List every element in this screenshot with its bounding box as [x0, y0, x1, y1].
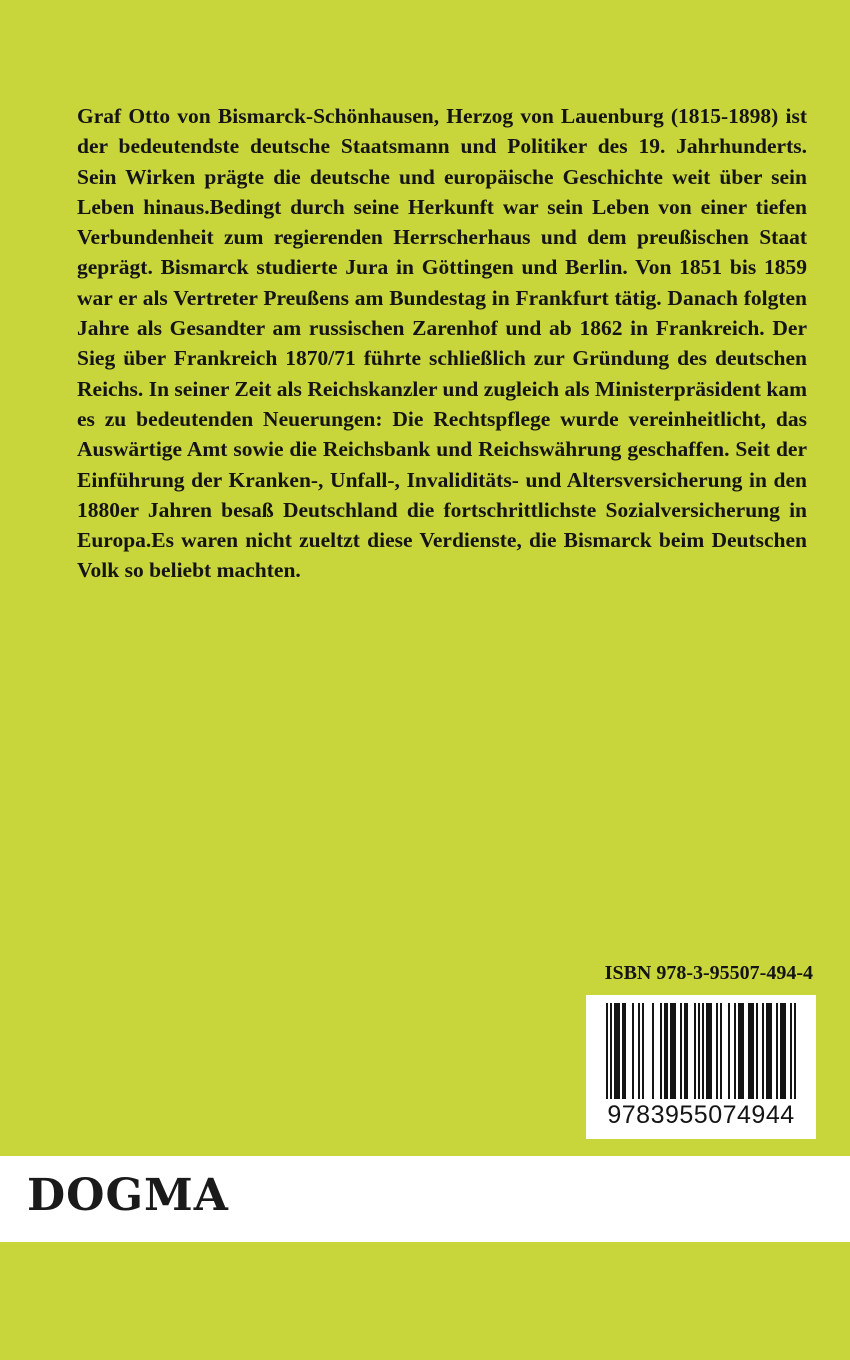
barcode-bar [702, 1003, 704, 1099]
barcode-bar [642, 1003, 644, 1099]
barcode-bar [776, 1003, 778, 1099]
barcode-bar [664, 1003, 666, 1099]
barcode-bar [738, 1003, 740, 1099]
barcode [586, 995, 816, 1139]
barcode-bar [756, 1003, 758, 1099]
barcode-bar [790, 1003, 792, 1099]
barcode-bar [794, 1003, 796, 1099]
barcode-bar [698, 1003, 700, 1099]
barcode-bar [666, 1003, 668, 1099]
barcode-bar [618, 1003, 620, 1099]
barcode-bar [784, 1003, 786, 1099]
barcode-digits: 9783955074944 [607, 1101, 795, 1129]
barcode-bar [734, 1003, 736, 1099]
barcode-bar [670, 1003, 672, 1099]
barcode-bar [614, 1003, 616, 1099]
barcode-bar [752, 1003, 754, 1099]
barcode-bar [708, 1003, 710, 1099]
barcode-bar [710, 1003, 712, 1099]
barcode-bar [672, 1003, 674, 1099]
barcode-bar [748, 1003, 750, 1099]
barcode-bar [622, 1003, 624, 1099]
barcode-bar [638, 1003, 640, 1099]
barcode-bar [610, 1003, 612, 1099]
barcode-bar [706, 1003, 708, 1099]
barcode-bar [742, 1003, 744, 1099]
barcode-bar [674, 1003, 676, 1099]
barcode-bar [652, 1003, 654, 1099]
barcode-bar [770, 1003, 772, 1099]
barcode-bar [782, 1003, 784, 1099]
barcode-bar [768, 1003, 770, 1099]
barcode-bar [632, 1003, 634, 1099]
barcode-bar [716, 1003, 718, 1099]
barcode-bar [660, 1003, 662, 1099]
barcode-bar [686, 1003, 688, 1099]
barcode-bar [694, 1003, 696, 1099]
blurb-text: Graf Otto von Bismarck-Schönhausen, Herzog von Lauenburg (1815-1898) ist der bedeutendste deutsche Staatsmann und Politiker des 19. Jahrhunderts. Sein Wirken prägte die deutsche und europäische Geschichte weit über sein Leben hinaus.Bedingt durch seine Herkunft war sein Leben von einer tiefen Verbundenheit zum regierenden Herrscherhaus und dem preußischen Staat geprägt. Bismarck studierte Jura in Göttingen und Berlin. Von 1851 bis 1859 war er als Vertreter Preußens am Bundestag in Frankfurt tätig. Danach folgten Jahre als Gesandter am russischen Zarenhof und ab 1862 in Frankreich. Der Sieg über Frankreich 1870/71 führte schließlich zur Gründung des deutschen Reichs. In seiner Zeit als Reichskanzler und zugleich als Ministerpräsident kam es zu bedeutenden Neuerungen: Die Rechtspflege wurde vereinheitlicht, das Auswärtige Amt sowie die Reichsbank und Reichswährung geschaffen. Seit der Einführung der Kranken-, Unfall-, Invaliditäts- und Altersversicherung in den 1880er Jahren besaß Deutschland die fortschrittlichste Sozialversicherung in Europa.Es waren nicht zueltzt diese Verdienste, die Bismarck beim Deutschen Volk so beliebt machten. [77, 104, 807, 583]
barcode-bar [680, 1003, 682, 1099]
barcode-bar [624, 1003, 626, 1099]
barcode-bar [606, 1003, 608, 1099]
barcode-bar [766, 1003, 768, 1099]
barcode-bar [750, 1003, 752, 1099]
barcode-bars [586, 995, 816, 1105]
publisher-band [0, 1156, 850, 1242]
isbn-label: ISBN 978-3-95507-494-4 [604, 962, 813, 984]
barcode-bar [616, 1003, 618, 1099]
barcode-bar [720, 1003, 722, 1099]
barcode-bar [762, 1003, 764, 1099]
publisher-logo: DOGMA [27, 1170, 229, 1221]
barcode-bar [684, 1003, 686, 1099]
barcode-bar [780, 1003, 782, 1099]
barcode-bar [728, 1003, 730, 1099]
barcode-bar [740, 1003, 742, 1099]
